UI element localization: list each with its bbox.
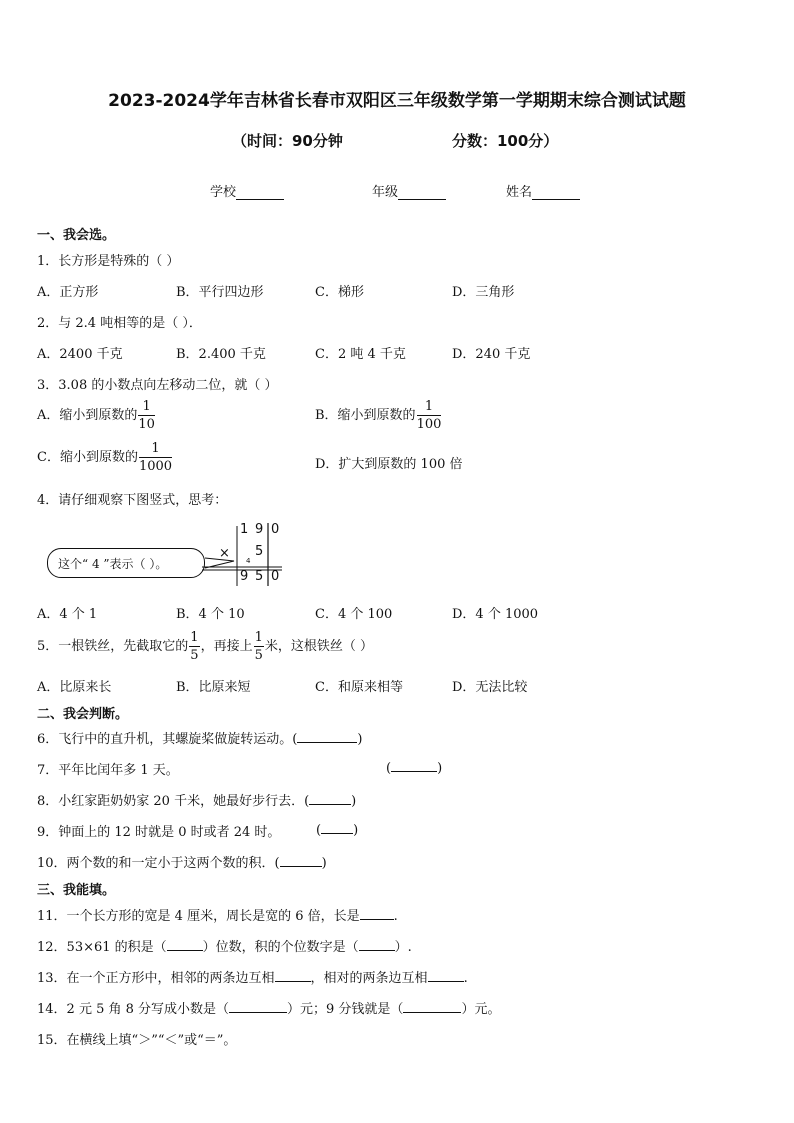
question-3: 3．3.08 的小数点向左移动二位，就（ ） <box>37 378 278 393</box>
q9-open: ( <box>316 823 322 838</box>
q2-option-c: C．2 吨 4 千克 <box>315 347 406 362</box>
q10-answer-blank[interactable] <box>280 854 322 867</box>
total-score: 分数：100分） <box>452 132 559 150</box>
question-10 <box>37 852 327 871</box>
q14-answer-blank-1[interactable] <box>229 1000 287 1013</box>
question-6 <box>37 728 362 747</box>
q5-option-d: D．无法比较 <box>452 680 528 695</box>
q5-text-prefix: 5．一根铁丝，先截取它的 <box>37 639 189 654</box>
q3-option-c-fraction <box>139 442 172 473</box>
q6-answer-blank[interactable] <box>297 730 357 743</box>
fraction-denominator: 1000 <box>138 459 173 474</box>
q3-option-a-text: A．缩小到原数的 <box>37 408 138 423</box>
q7-text: 7．平年比闰年多 1 天。 <box>37 763 179 778</box>
q5-option-a: A．比原来长 <box>37 680 112 695</box>
q5-fraction-1 <box>189 631 199 662</box>
time-limit: （时间：90分钟 <box>232 132 343 150</box>
q7-open: ( <box>386 761 392 776</box>
q12-text-3: ）. <box>394 940 412 955</box>
q9-answer <box>316 821 358 838</box>
multiplicand-digit: 9 <box>255 522 264 537</box>
q2-option-b: B．2.400 千克 <box>176 347 266 362</box>
q5-option-c: C．和原来相等 <box>315 680 403 695</box>
fraction-numerator: 1 <box>138 400 155 416</box>
grade-label: 年级 <box>372 185 399 200</box>
q3-option-b <box>315 400 442 431</box>
q10-close: ) <box>321 856 327 871</box>
q1-option-c: C．梯形 <box>315 285 364 300</box>
q10-text: 10．两个数的和一定小于这两个数的积．( <box>37 856 280 871</box>
q7-close: ) <box>437 761 443 776</box>
q8-text: 8．小红家距奶奶家 20 千米，她最好步行去．( <box>37 794 310 809</box>
question-8 <box>37 790 356 809</box>
q5-text-middle: ，再接上 <box>200 639 253 654</box>
question-11 <box>37 905 398 924</box>
q5-text-suffix: 米，这根铁丝（ ） <box>264 639 373 654</box>
q2-option-d: D．240 千克 <box>452 347 531 362</box>
q5-fraction-2 <box>254 631 264 662</box>
q4-option-c: C．4 个 100 <box>315 607 393 622</box>
q1-option-b: B．平行四边形 <box>176 285 264 300</box>
multiplicand-digit: 1 <box>240 522 249 537</box>
q6-close: ) <box>357 732 363 747</box>
name-label: 姓名 <box>506 185 533 200</box>
q13-text-1: 13．在一个正方形中，相邻的两条边互相 <box>37 971 275 986</box>
school-blank <box>236 186 284 200</box>
q3-option-c-text: C．缩小到原数的 <box>37 450 138 465</box>
question-7 <box>37 759 179 778</box>
name-field <box>506 181 580 200</box>
grade-field <box>372 181 446 200</box>
fraction-numerator: 1 <box>139 442 172 458</box>
q4-option-b: B．4 个 10 <box>176 607 245 622</box>
q9-text: 9．钟面上的 12 时就是 0 时或者 24 时。 <box>37 825 281 840</box>
fraction-denominator: 10 <box>138 417 155 432</box>
q12-answer-blank-1[interactable] <box>167 938 203 951</box>
q2-option-a: A．2400 千克 <box>37 347 123 362</box>
question-1: 1．长方形是特殊的（ ） <box>37 254 180 269</box>
q1-option-a: A．正方形 <box>37 285 99 300</box>
fraction-denominator: 5 <box>190 648 199 663</box>
q3-option-d: D．扩大到原数的 100 倍 <box>315 457 463 472</box>
q14-text-2: ）元；9 分钱就是（ <box>287 1002 404 1017</box>
q7-answer <box>386 759 442 776</box>
carry-digit: 4 <box>246 557 251 565</box>
q12-answer-blank-2[interactable] <box>359 938 395 951</box>
q14-text-1: 14．2 元 5 角 8 分写成小数是（ <box>37 1002 230 1017</box>
q14-answer-blank-2[interactable] <box>403 1000 461 1013</box>
q6-text: 6．飞行中的直升机，其螺旋桨做旋转运动。( <box>37 732 298 747</box>
q3-option-c <box>37 442 173 473</box>
q8-answer-blank[interactable] <box>309 792 351 805</box>
question-13 <box>37 967 468 986</box>
q9-close: ) <box>353 823 359 838</box>
question-14 <box>37 998 500 1017</box>
q4-option-d: D．4 个 1000 <box>452 607 539 622</box>
fraction-numerator: 1 <box>417 400 442 416</box>
section-title-fill: 三、我能填。 <box>37 883 116 898</box>
question-12 <box>37 936 412 955</box>
grade-blank <box>398 186 446 200</box>
speech-bubble: 这个“ 4 ”表示（ ）。 <box>47 548 205 578</box>
name-blank <box>532 186 580 200</box>
fraction-denominator: 5 <box>254 648 263 663</box>
q3-option-a <box>37 400 156 431</box>
q14-text-3: ）元。 <box>461 1002 501 1017</box>
q11-end: . <box>393 909 398 924</box>
vertical-multiplication <box>42 518 292 588</box>
multiplier-digit: 5 <box>255 544 264 559</box>
fraction-numerator: 1 <box>190 630 199 645</box>
multiplicand-digit: 0 <box>271 522 280 537</box>
q3-option-b-text: B．缩小到原数的 <box>315 408 416 423</box>
q4-option-a: A．4 个 1 <box>37 607 98 622</box>
question-5 <box>37 631 373 662</box>
q13-text-3: . <box>463 971 468 986</box>
q3-option-b-fraction <box>417 400 442 431</box>
product-digit: 0 <box>271 569 280 584</box>
fraction-denominator: 100 <box>416 417 442 432</box>
q12-text-2: ）位数，积的个位数字是（ <box>202 940 359 955</box>
q11-text: 11．一个长方形的宽是 4 厘米，周长是宽的 6 倍，长是 <box>37 909 360 924</box>
q12-text-1: 12．53×61 的积是（ <box>37 940 167 955</box>
q7-answer-blank[interactable] <box>391 759 437 772</box>
q5-option-b: B．比原来短 <box>176 680 251 695</box>
question-4: 4．请仔细观察下图竖式，思考： <box>37 493 228 508</box>
fraction-numerator: 1 <box>254 630 263 645</box>
section-title-choice: 一、我会选。 <box>37 228 116 243</box>
q8-close: ) <box>351 794 357 809</box>
product-digit: 5 <box>255 569 264 584</box>
school-label: 学校 <box>210 185 237 200</box>
q13-text-2: ，相对的两条边互相 <box>310 971 428 986</box>
q11-answer-blank[interactable] <box>360 907 394 920</box>
product-digit: 9 <box>240 569 249 584</box>
page-title: 2023-2024学年吉林省长春市双阳区三年级数学第一学期期末综合测试试题 <box>108 91 686 111</box>
question-2: 2．与 2.4 吨相等的是（ ）． <box>37 316 202 331</box>
section-title-judge: 二、我会判断。 <box>37 707 129 722</box>
q13-answer-blank-2[interactable] <box>428 969 464 982</box>
q1-option-d: D．三角形 <box>452 285 515 300</box>
q13-answer-blank-1[interactable] <box>275 969 311 982</box>
multiply-sign: × <box>219 546 230 561</box>
question-15: 15．在横线上填“＞”“＜”或“＝”。 <box>37 1033 237 1048</box>
school-field <box>210 181 284 200</box>
question-9 <box>37 821 280 840</box>
q3-option-a-fraction <box>138 400 155 431</box>
q9-answer-blank[interactable] <box>321 821 353 834</box>
